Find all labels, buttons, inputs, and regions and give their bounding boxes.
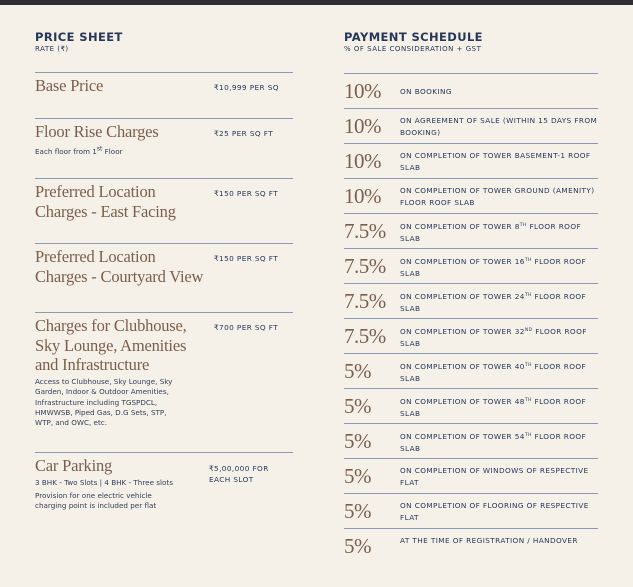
schedule-row (344, 423, 598, 459)
schedule-percent: 10% (344, 114, 381, 138)
schedule-milestone: ON COMPLETION OF TOWER 54TH FLOOR ROOF SLAB (400, 432, 587, 453)
schedule-milestone: AT THE TIME OF REGISTRATION / HANDOVER (400, 536, 578, 545)
schedule-row (344, 528, 598, 564)
price-item-rate: ₹150 PER SQ FT (214, 189, 279, 198)
schedule-row (344, 143, 598, 179)
price-item-note: 3 BHK - Two Slots | 4 BHK - Three slots (35, 478, 173, 487)
schedule-percent: 10% (344, 79, 381, 103)
schedule-row (344, 458, 598, 494)
schedule-percent: 10% (344, 149, 381, 173)
schedule-milestone: ON COMPLETION OF FLOORING OF RESPECTIVE FLAT (400, 501, 589, 522)
price-item-rate: ₹25 PER SQ FT (214, 129, 274, 138)
price-item-name: Floor Rise Charges (35, 122, 159, 141)
schedule-milestone: ON COMPLETION OF WINDOWS OF RESPECTIVE FLAT (400, 466, 589, 487)
schedule-milestone: ON COMPLETION OF TOWER 40TH FLOOR ROOF SLAB (400, 362, 587, 383)
schedule-row (344, 108, 598, 144)
price-row-car-parking (35, 452, 293, 553)
price-item-rate: ₹10,999 PER SQ (214, 83, 279, 92)
price-row-east-facing (35, 178, 293, 243)
schedule-percent: 5% (344, 534, 371, 558)
schedule-row (344, 388, 598, 424)
schedule-row (344, 178, 598, 214)
price-item-note-2: Provision for one electric vehicle charging point is included per flat (35, 491, 157, 511)
price-item-name: Charges for Clubhouse, Sky Lounge, Amenities and Infrastructure (35, 316, 187, 374)
schedule-row (344, 353, 598, 389)
schedule-milestone: ON BOOKING (400, 87, 452, 96)
schedule-milestone: ON COMPLETION OF TOWER 16TH FLOOR ROOF SLAB (400, 257, 587, 278)
price-item-name: Preferred Location Charges - East Facing (35, 182, 176, 221)
price-item-note (35, 145, 175, 158)
schedule-row (344, 493, 598, 529)
schedule-percent: 7.5% (344, 324, 386, 348)
schedule-percent: 5% (344, 429, 371, 453)
schedule-milestone: ON COMPLETION OF TOWER 24TH FLOOR ROOF SLAB (400, 292, 587, 313)
price-item-note: Access to Clubhouse, Sky Lounge, Sky Garden, Indoor & Outdoor Amenities, Infrastructure including TGSPDCL, HMWWSB, Piped Gas, D.G Sets, STP, WTP, and OWC, etc. (35, 377, 173, 428)
schedule-milestone: ON COMPLETION OF TOWER BASEMENT-1 ROOF SLAB (400, 151, 591, 172)
schedule-percent: 5% (344, 394, 371, 418)
price-item-rate: ₹700 PER SQ FT (214, 323, 279, 332)
schedule-row (344, 248, 598, 284)
payment-schedule-subtitle: % OF SALE CONSIDERATION + GST (344, 45, 482, 53)
price-sheet-title: PRICE SHEET (35, 30, 123, 44)
price-item-name: Preferred Location Charges - Courtyard View (35, 247, 204, 286)
top-border (0, 0, 633, 5)
schedule-percent: 7.5% (344, 254, 386, 278)
payment-schedule-title: PAYMENT SCHEDULE (344, 30, 483, 44)
price-row-clubhouse (35, 312, 293, 453)
schedule-milestone: ON COMPLETION OF TOWER 32ND FLOOR ROOF SLAB (400, 327, 587, 348)
payment-schedule (344, 30, 598, 558)
schedule-percent: 5% (344, 499, 371, 523)
schedule-milestone: ON COMPLETION OF TOWER GROUND (AMENITY) FLOOR ROOF SLAB (400, 186, 595, 207)
price-sheet (35, 30, 293, 511)
schedule-percent: 7.5% (344, 219, 386, 243)
schedule-milestone: ON COMPLETION OF TOWER 8TH FLOOR ROOF SLAB (400, 222, 582, 243)
price-row-courtyard-view (35, 243, 293, 308)
price-item-name: Car Parking (35, 456, 113, 475)
price-item-rate: ₹5,00,000 FOR EACH SLOT (209, 464, 269, 484)
schedule-row (344, 213, 598, 249)
schedule-percent: 7.5% (344, 289, 386, 313)
schedule-percent: 5% (344, 464, 371, 488)
price-sheet-subtitle: RATE (₹) (35, 45, 69, 53)
schedule-row (344, 283, 598, 319)
price-row-floor-rise (35, 118, 293, 179)
schedule-row (344, 73, 598, 109)
schedule-row (344, 318, 598, 354)
floor-rise-note-text: Each floor from 1st Floor (35, 146, 123, 157)
schedule-milestone: ON AGREEMENT OF SALE (WITHIN 15 DAYS FROM BOOKING) (400, 116, 598, 137)
price-item-rate: ₹150 PER SQ FT (214, 254, 279, 263)
schedule-percent: 5% (344, 359, 371, 383)
schedule-percent: 10% (344, 184, 381, 208)
price-item-name: Base Price (35, 76, 104, 95)
schedule-milestone: ON COMPLETION OF TOWER 48TH FLOOR ROOF SLAB (400, 397, 587, 418)
